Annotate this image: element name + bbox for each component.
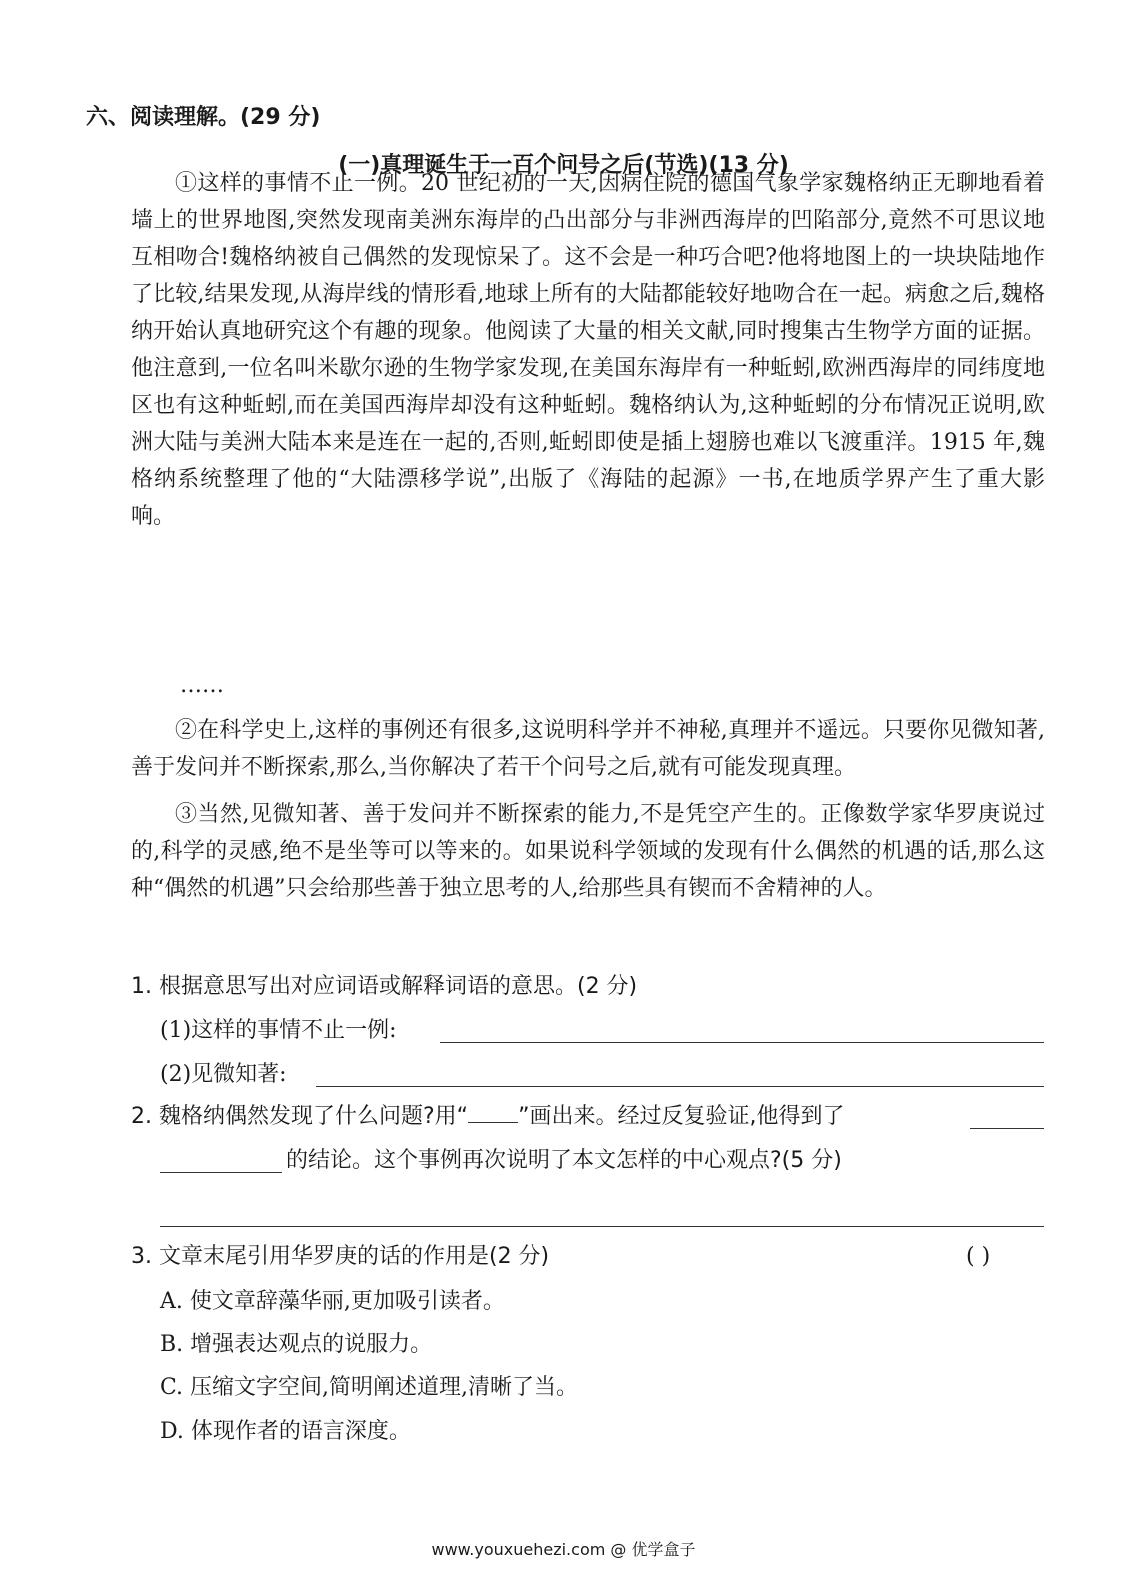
footer-watermark: www.youxuehezi.com @ 优学盒子 bbox=[431, 1540, 696, 1559]
passage-ellipsis: …… bbox=[180, 673, 224, 698]
question-3-option-c[interactable]: C. 压缩文字空间,简明阐述道理,清晰了当。 bbox=[160, 1375, 579, 1400]
question-1-stem: 1. 根据意思写出对应词语或解释词语的意思。(2 分) bbox=[131, 974, 638, 999]
question-3-option-b[interactable]: B. 增强表达观点的说服力。 bbox=[160, 1332, 433, 1357]
article-title: (一)真理诞生于一百个问号之后(节选)(13 分) bbox=[338, 153, 789, 178]
passage-paragraph-1: ①这样的事情不止一例。20 世纪初的一天,因病住院的德国气象学家魏格纳正无聊地看着墙上的世界地图,突然发现南美洲东海岸的凸出部分与非洲西海岸的凹陷部分,竟然不可思议地互相吻合!魏格纳被自己偶然的发现惊呆了。这不会是一种巧合吧?他将地图上的一块块陆地作了比较,结果发现,从海岸线的情形看,地球上所有的大陆都能较好地吻合在一起。病愈之后,魏格纳开始认真地研究这个有趣的现象。他阅读了大量的相关文献,同时搜集古生物学方面的证据。他注意到,一位名叫米歇尔逊的生物学家发现,在美国东海岸有一种蚯蚓,欧洲西海岸的同纬度地区也有这种蚯蚓,而在美国西海岸却没有这种蚯蚓。魏格纳认为,这种蚯蚓的分布情况正说明,欧洲大陆与美洲大陆本来是连在一起的,否则,蚯蚓即使是插上翅膀也难以飞渡重洋。1915 年,魏格纳系统整理了他的“大陆漂移学说”,出版了《海陆的起源》一书,在地质学界产生了重大影响。 bbox=[131, 171, 1045, 529]
question-2-blank-2[interactable] bbox=[160, 1172, 282, 1173]
question-3-option-a[interactable]: A. 使文章辞藻华丽,更加吸引读者。 bbox=[160, 1289, 505, 1314]
question-2-underline-sample bbox=[468, 1104, 518, 1123]
question-1-sub-1-answer-line[interactable] bbox=[440, 1042, 1044, 1043]
question-2-blank-1[interactable] bbox=[970, 1128, 1044, 1129]
question-2-text-b: ”画出来。经过反复验证,他得到了 bbox=[518, 1104, 845, 1129]
question-3-option-d[interactable]: D. 体现作者的语言深度。 bbox=[160, 1419, 411, 1444]
passage-paragraph-2: ②在科学史上,这样的事例还有很多,这说明科学并不神秘,真理并不遥远。只要你见微知著,善于发问并不断探索,那么,当你解决了若干个问号之后,就有可能发现真理。 bbox=[131, 718, 1045, 780]
question-1-sub-2-label: (2)见微知著: bbox=[160, 1062, 287, 1087]
question-1-sub-1-label: (1)这样的事情不止一例: bbox=[160, 1018, 397, 1043]
passage-paragraph-3: ③当然,见微知著、善于发问并不断探索的能力,不是凭空产生的。正像数学家华罗庚说过的,科学的灵感,绝不是坐等可以等来的。如果说科学领域的发现有什么偶然的机遇的话,那么这种“偶然的机遇”只会给那些善于独立思考的人,给那些具有锲而不舍精神的人。 bbox=[131, 802, 1045, 901]
question-2-text-a: 2. 魏格纳偶然发现了什么问题?用“ bbox=[131, 1104, 469, 1129]
question-1-sub-2-answer-line[interactable] bbox=[316, 1086, 1044, 1087]
section-title: 六、阅读理解。(29 分) bbox=[86, 105, 321, 130]
question-2-line-1 bbox=[131, 1098, 844, 1135]
question-3-stem: 3. 文章末尾引用华罗庚的话的作用是(2 分) bbox=[131, 1244, 550, 1269]
question-2-line-2: 的结论。这个事例再次说明了本文怎样的中心观点?(5 分) bbox=[286, 1148, 842, 1173]
question-3-answer-box[interactable]: ( ) bbox=[966, 1244, 991, 1269]
question-2-answer-line[interactable] bbox=[160, 1226, 1044, 1227]
